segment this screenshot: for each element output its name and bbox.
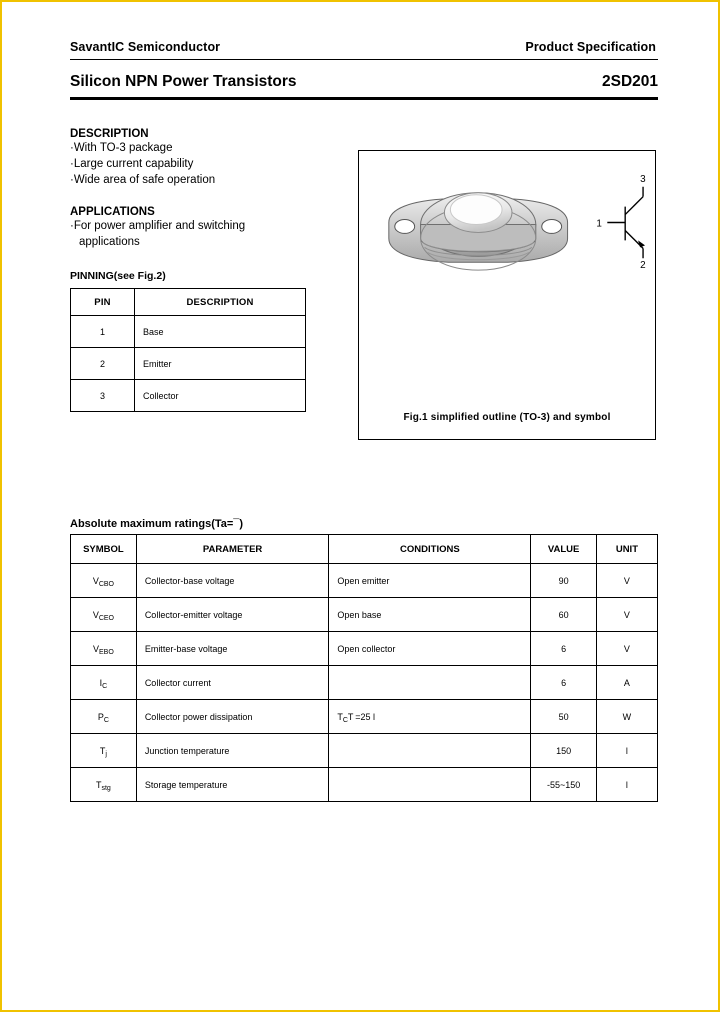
description-item: ·Large current capability — [70, 158, 194, 170]
pin-number: 1 — [71, 316, 135, 348]
applications-item-cont: applications — [79, 236, 140, 248]
table-row — [71, 734, 658, 768]
col-header-unit: UNIT — [596, 535, 657, 564]
figure-caption: Fig.1 simplified outline (TO-3) and symbol — [403, 412, 611, 423]
part-number: 2SD201 — [601, 73, 658, 90]
company-name: SavantIC Semiconductor — [70, 40, 221, 54]
table-row — [71, 598, 658, 632]
left-column — [70, 128, 356, 412]
rating-value: 90 — [531, 564, 596, 598]
rating-value: 60 — [531, 598, 596, 632]
pin-description: Base — [135, 316, 306, 348]
rating-value: 6 — [531, 632, 596, 666]
document-type: Product Specification — [525, 40, 656, 54]
rating-unit: V — [596, 564, 657, 598]
rating-symbol: $P_C$ — [71, 700, 137, 734]
applications-heading: APPLICATIONS — [70, 206, 155, 218]
pin-description: Emitter — [135, 348, 306, 380]
rating-parameter: Junction temperature — [136, 734, 329, 768]
rating-parameter: Collector current — [136, 666, 329, 700]
rating-parameter: Collector-base voltage — [136, 564, 329, 598]
table-row — [71, 348, 306, 380]
document-header — [70, 40, 658, 54]
rating-symbol: $I_C$ — [71, 666, 137, 700]
rating-value: 150 — [531, 734, 596, 768]
rating-parameter: Collector power dissipation — [136, 700, 329, 734]
table-header-row — [71, 289, 306, 316]
title-row — [70, 73, 658, 91]
rating-conditions: $T_CT =25$ l — [329, 700, 531, 734]
rating-value: 50 — [531, 700, 596, 734]
figure-panel — [358, 150, 656, 440]
col-header-value: VALUE — [531, 535, 596, 564]
rating-parameter: Storage temperature — [136, 768, 329, 802]
rating-parameter: Collector-emitter voltage — [136, 598, 329, 632]
col-header-conditions: CONDITIONS — [329, 535, 531, 564]
symbol-label-2: 2 — [640, 260, 646, 272]
description-column-header: DESCRIPTION — [135, 289, 306, 316]
page-title: Silicon NPN Power Transistors — [70, 73, 297, 90]
table-row — [71, 700, 658, 734]
pin-description: Collector — [135, 380, 306, 412]
rating-symbol: $V_{EBO}$ — [71, 632, 137, 666]
table-header-row — [71, 535, 658, 564]
pin-number: 2 — [71, 348, 135, 380]
symbol-label-1: 1 — [596, 218, 602, 230]
header-divider — [70, 59, 658, 60]
rating-conditions — [329, 734, 531, 768]
rating-symbol: $V_{CEO}$ — [71, 598, 137, 632]
to3-package-drawing — [359, 151, 655, 439]
pinning-heading: PINNING(see Fig.2) — [70, 270, 166, 282]
ratings-table-wrap — [70, 534, 658, 802]
description-item: ·Wide area of safe operation — [70, 174, 216, 186]
rating-unit: V — [596, 632, 657, 666]
rating-conditions — [329, 768, 531, 802]
rating-unit: l — [596, 734, 657, 768]
applications-list — [70, 218, 356, 250]
rating-conditions: Open base — [329, 598, 531, 632]
description-item: ·With TO-3 package — [70, 142, 173, 154]
rating-unit: V — [596, 598, 657, 632]
pinning-table — [70, 288, 306, 412]
rating-parameter: Emitter-base voltage — [136, 632, 329, 666]
page-content — [70, 40, 658, 792]
rating-unit: W — [596, 700, 657, 734]
ratings-title: Absolute maximum ratings(Ta=¯) — [70, 518, 244, 530]
table-row — [71, 564, 658, 598]
table-row — [71, 666, 658, 700]
col-header-parameter: PARAMETER — [136, 535, 329, 564]
rating-conditions — [329, 666, 531, 700]
title-divider — [70, 97, 658, 100]
applications-item: ·For power amplifier and switching — [70, 220, 246, 232]
description-list — [70, 140, 356, 188]
col-header-symbol: SYMBOL — [71, 535, 137, 564]
rating-symbol: $T_{stg}$ — [71, 768, 137, 802]
table-row — [71, 380, 306, 412]
description-heading: DESCRIPTION — [70, 128, 149, 140]
pin-column-header: PIN — [71, 289, 135, 316]
symbol-label-3: 3 — [640, 173, 646, 185]
rating-unit: l — [596, 768, 657, 802]
rating-conditions: Open collector — [329, 632, 531, 666]
table-row — [71, 316, 306, 348]
table-row — [71, 768, 658, 802]
table-row — [71, 632, 658, 666]
rating-unit: A — [596, 666, 657, 700]
absolute-maximum-ratings-table — [70, 534, 658, 802]
rating-symbol: $T_j$ — [71, 734, 137, 768]
rating-value: 6 — [531, 666, 596, 700]
rating-value: -55~150 — [531, 768, 596, 802]
transistor-symbol — [607, 187, 645, 259]
pin-number: 3 — [71, 380, 135, 412]
rating-conditions: Open emitter — [329, 564, 531, 598]
rating-symbol: $V_{CBO}$ — [71, 564, 137, 598]
